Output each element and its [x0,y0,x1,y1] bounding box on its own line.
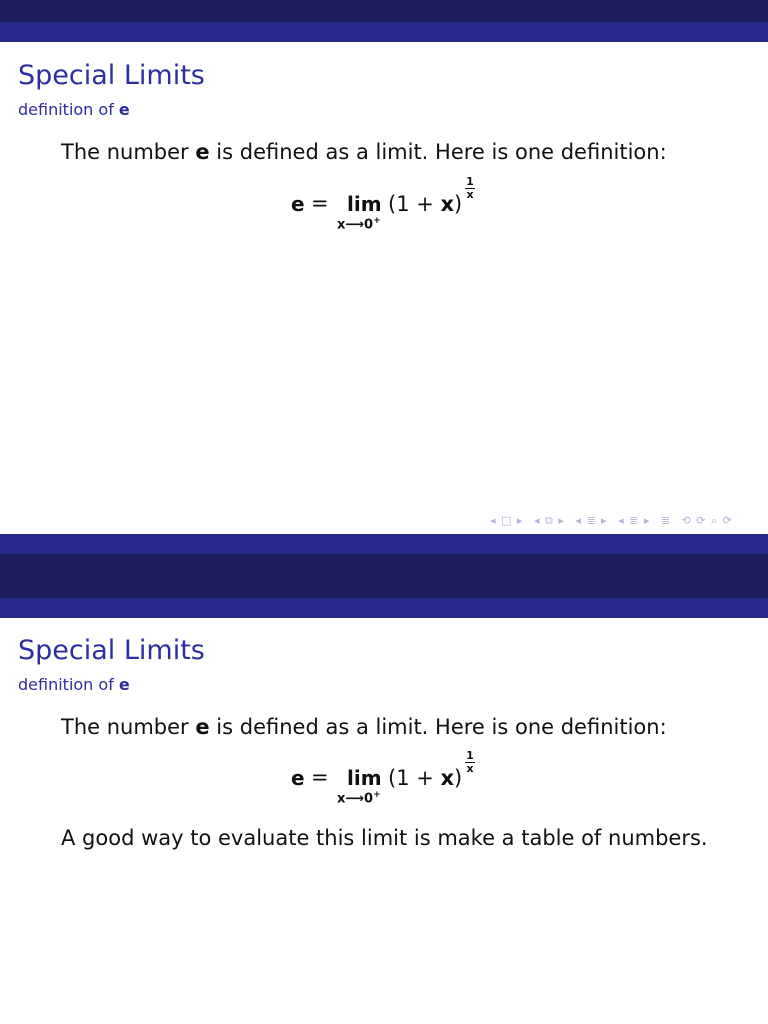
exponent-denominator: x [466,188,474,201]
formula-equals: = [311,765,329,789]
limit-formula [0,749,768,826]
frame-subtitle [18,675,130,694]
subscript-sup: + [373,790,381,800]
header-band-light-top [0,534,768,554]
subtitle-prefix: definition of [18,675,119,694]
nav-frame-icon[interactable]: ◂ □ ▸ [490,514,524,527]
formula-lhs: e [291,766,305,790]
nav-search-icon[interactable]: ⟲ ⟳ ⌕ ⟳ [681,514,733,527]
intro-text [61,140,667,164]
frame-subtitle [18,100,130,119]
intro-text [61,715,667,739]
formula-equals: = [311,191,329,215]
intro-suffix: is defined as a limit. Here is one definition: [209,140,667,164]
nav-toc-icon[interactable]: ≣ [660,514,672,527]
subtitle-symbol: e [118,100,130,119]
exponent-numerator: 1 [466,175,474,188]
body-var: x [440,766,455,790]
formula-subscript [337,790,381,806]
formula-exponent [465,176,475,201]
intro-symbol: e [195,140,210,164]
formula-subscript [337,216,381,232]
formula-body [388,192,462,216]
beamer-navigation [490,514,739,528]
formula-lhs: e [291,192,305,216]
header-band-dark [0,0,768,22]
intro-symbol: e [195,715,210,739]
body-close: ) [454,192,463,216]
subscript-text: x⟶0 [337,791,374,807]
subscript-sup: + [373,216,381,226]
body-open: (1 + [388,766,441,790]
formula-lim: lim [347,766,382,790]
intro-prefix: The number [61,140,196,164]
intro-prefix: The number [61,715,196,739]
body-open: (1 + [388,192,441,216]
subtitle-symbol: e [118,675,130,694]
header-band-light [0,598,768,618]
frame-title: Special Limits [18,635,205,666]
slide-2 [0,534,768,1024]
exponent-numerator: 1 [466,749,474,762]
formula-exponent [465,750,475,775]
follow-text: A good way to evaluate this limit is make a table of numbers. [61,826,708,850]
nav-presentation-icon[interactable]: ◂ ≣ ▸ [618,514,651,527]
formula-lim: lim [347,192,382,216]
intro-suffix: is defined as a limit. Here is one definition: [209,715,667,739]
header-band-light [0,22,768,42]
subtitle-prefix: definition of [18,100,119,119]
nav-section-icon[interactable]: ◂ ≣ ▸ [575,514,608,527]
body-close: ) [454,766,463,790]
limit-formula [0,175,768,252]
body-var: x [440,192,455,216]
nav-subsection-icon[interactable]: ◂ ⧉ ▸ [533,514,565,527]
frame-title: Special Limits [18,60,205,91]
header-band-dark [0,554,768,598]
exponent-denominator: x [466,762,474,775]
formula-body [388,766,462,790]
subscript-text: x⟶0 [337,217,374,233]
